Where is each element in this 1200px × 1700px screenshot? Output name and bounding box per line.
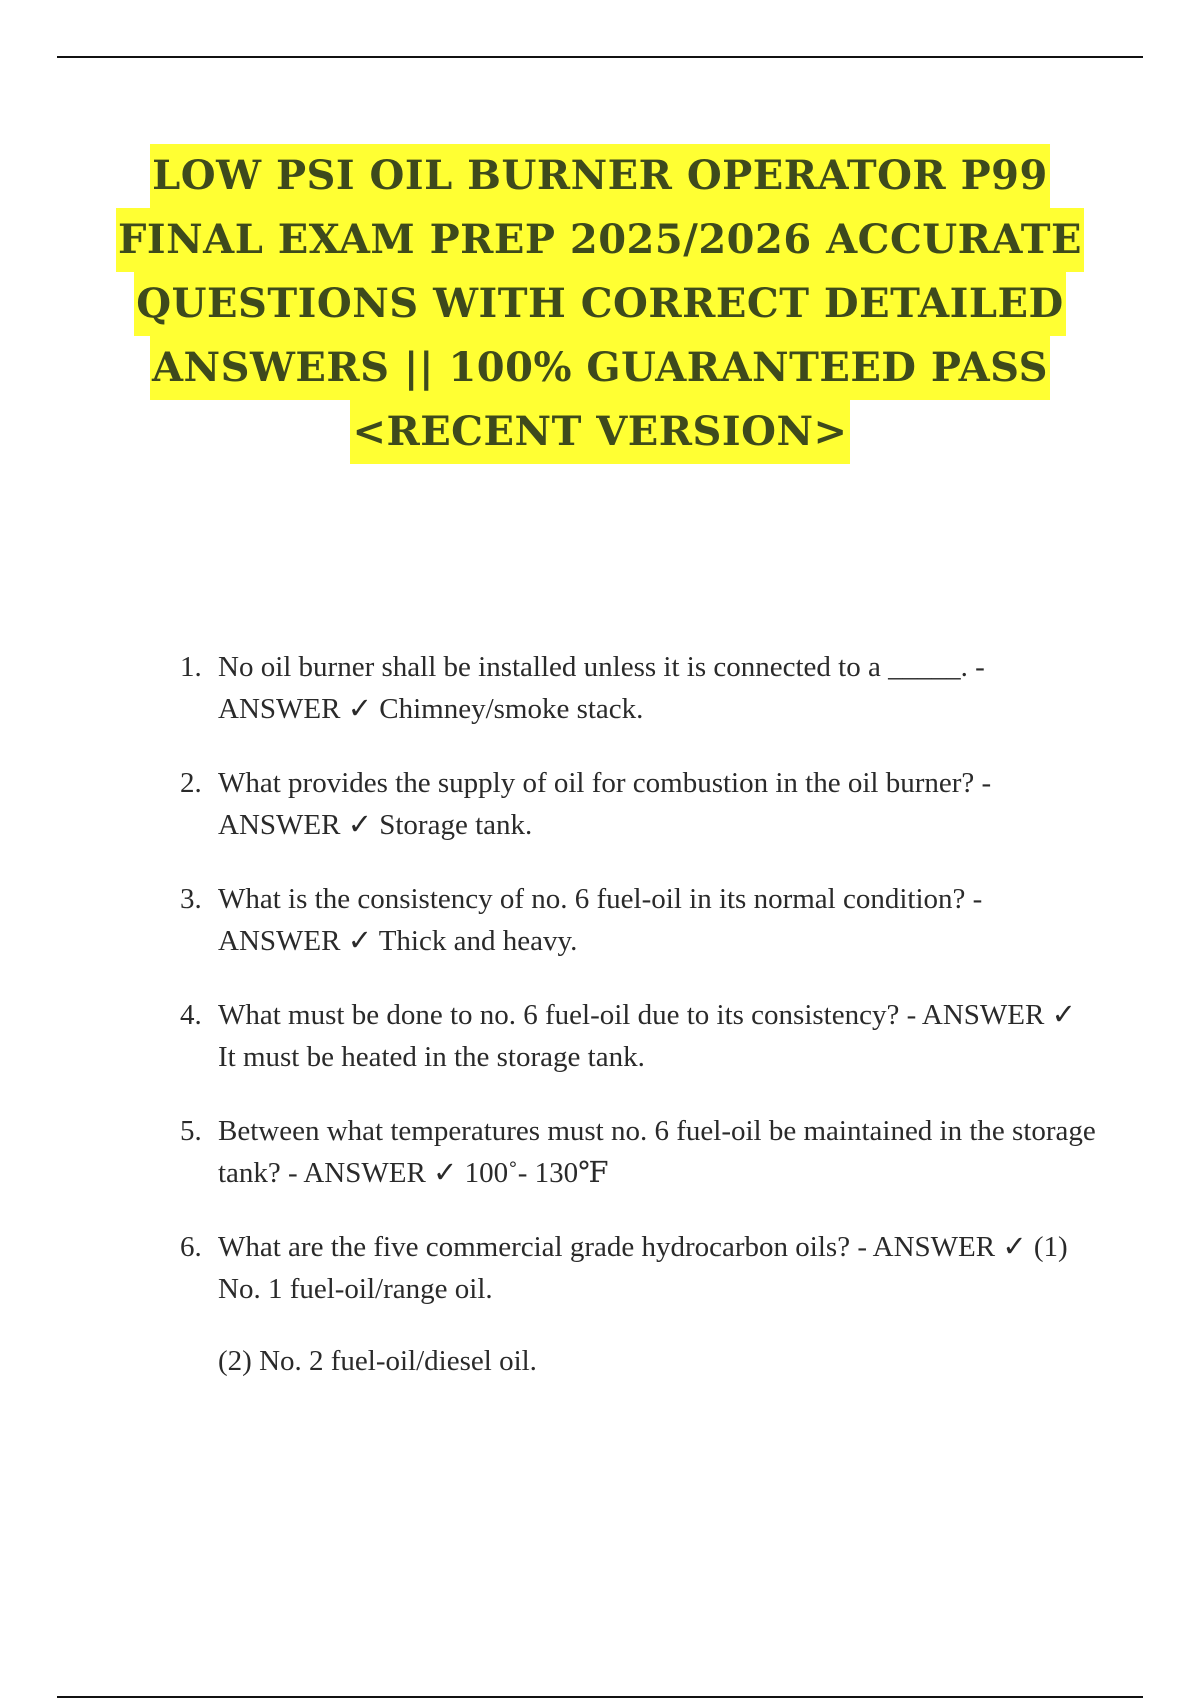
bottom-rule [57,1696,1143,1698]
title-line: ANSWERS || 100% GUARANTEED PASS [60,336,1140,400]
question-number: 3. [180,883,202,915]
question-item [180,646,1100,730]
question-item [180,994,1100,1078]
question-number: 4. [180,999,202,1031]
top-rule [57,56,1143,58]
title-line: QUESTIONS WITH CORRECT DETAILED [60,272,1140,336]
question-item [180,1110,1100,1194]
question-number: 6. [180,1231,202,1263]
question-number: 5. [180,1115,202,1147]
question-item [180,762,1100,846]
question-text: Between what temperatures must no. 6 fuel-oil be maintained in the storage tank? - ANSWER ✓ 100˚- 130℉ [218,1115,1096,1189]
question-number: 1. [180,651,202,683]
title-line: LOW PSI OIL BURNER OPERATOR P99 [60,144,1140,208]
question-item [180,1226,1100,1382]
question-list [180,646,1100,1414]
question-text: What are the five commercial grade hydrocarbon oils? - ANSWER ✓ (1) No. 1 fuel-oil/range oil. [218,1231,1068,1305]
document-title [60,144,1140,464]
question-text: What is the consistency of no. 6 fuel-oil in its normal condition? - ANSWER ✓ Thick and heavy. [218,883,983,957]
question-item [180,878,1100,962]
question-text: No oil burner shall be installed unless it is connected to a _____. - ANSWER ✓ Chimney/smoke stack. [218,651,985,725]
question-text: What must be done to no. 6 fuel-oil due to its consistency? - ANSWER ✓ It must be heated in the storage tank. [218,999,1076,1073]
title-line: <RECENT VERSION> [60,400,1140,464]
question-text: What provides the supply of oil for combustion in the oil burner? - ANSWER ✓ Storage tank. [218,767,992,841]
answer-continuation: (2) No. 2 fuel-oil/diesel oil. [218,1345,537,1377]
question-number: 2. [180,767,202,799]
title-line: FINAL EXAM PREP 2025/2026 ACCURATE [60,208,1140,272]
